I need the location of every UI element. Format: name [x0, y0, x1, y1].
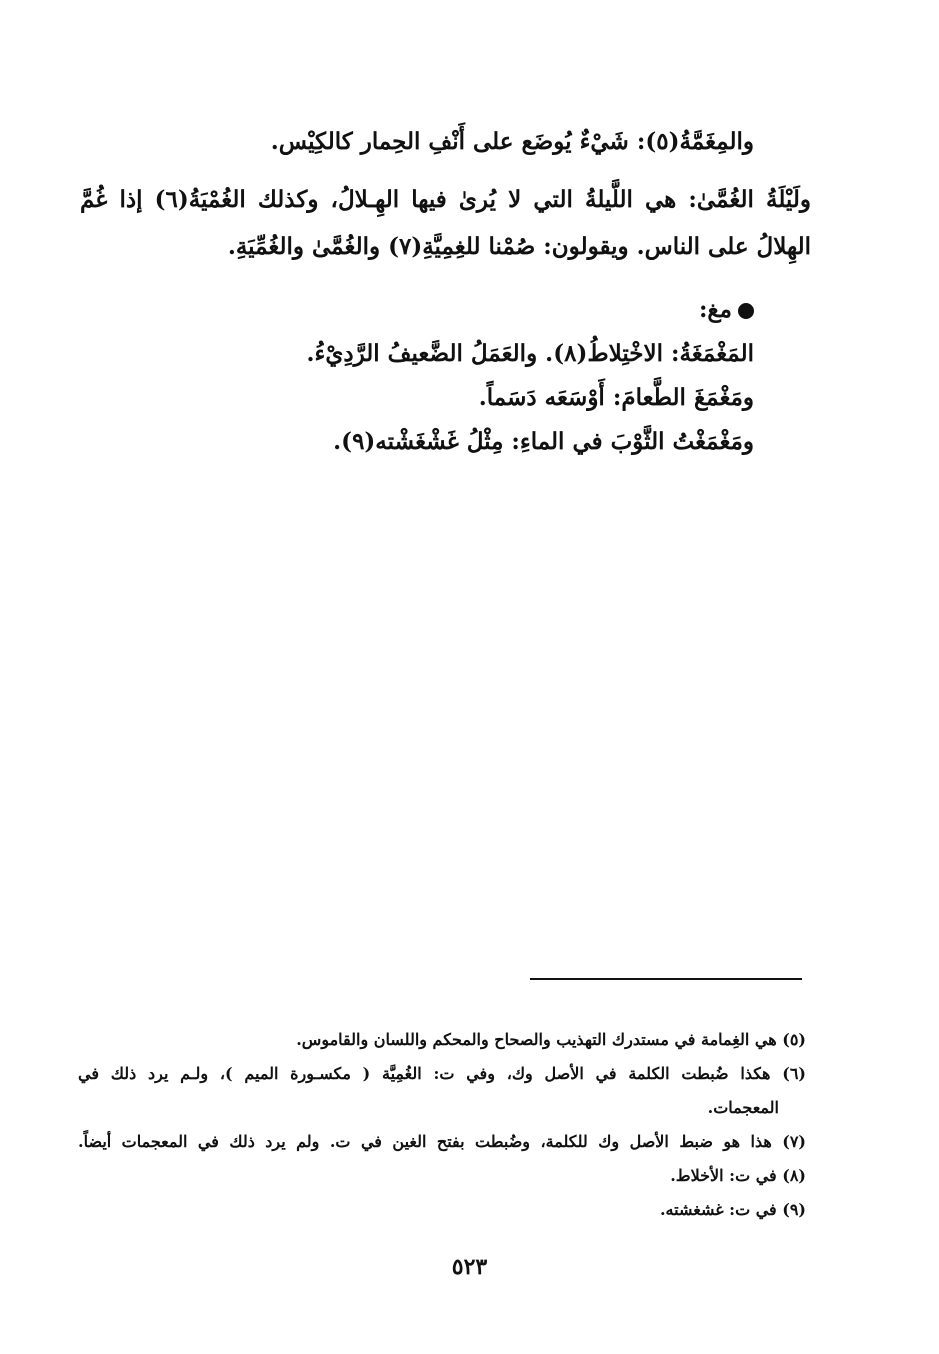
- text-line-4: المَغْمَغَةُ: الاخْتِلاطُ(٨). والعَمَلُ الضَّعيفُ الرَّدِيْءُ.: [306, 340, 754, 367]
- footnote-divider: [530, 978, 802, 980]
- footnote-7: (٧) هذا هو ضبط الأصل وك للكلمة، وضُبطت بفتح الغين في ت. ولم يرد ذلك في المعجمات أيضاً.: [78, 1132, 806, 1151]
- text-line-1: والمِغَمَّةُ(٥): شَيْءٌ يُوضَع على أَنْفِ الحِمار كالكِيْس.: [270, 128, 754, 155]
- section-heading: [699, 296, 754, 323]
- text-line-2: ولَيْلَةُ الغُمَّىٰ: هي اللَّيلةُ التي لا يُرىٰ فيها الهِـلالُ، وكذلك الغُمْيَةُ(٦) إذا غُمَّ: [80, 186, 811, 213]
- footnote-6: (٦) هكذا ضُبطت الكلمة في الأصل وك، وفي ت: الغُمِيَّة ( مكسـورة الميم )، ولـم يرد ذلك في: [78, 1064, 806, 1083]
- text-line-5: ومَغْمَغَ الطَّعامَ: أَوْسَعَه دَسَماً.: [478, 384, 754, 411]
- section-heading-text: مغ:: [698, 296, 732, 323]
- page-number: ٥٢٣: [451, 1254, 488, 1280]
- footnote-6-continuation: المعجمات.: [707, 1098, 779, 1117]
- text-line-3: الهِلالُ على الناس. ويقولون: صُمْنا للغِمِيَّةِ(٧) والغُمَّىٰ والغُمِّيَةِ.: [227, 233, 811, 260]
- footnote-5: (٥) هي الغِمامة في مستدرك التهذيب والصحاح والمحكم واللسان والقاموس.: [296, 1030, 806, 1049]
- text-line-6: ومَغْمَغْتُ الثَّوْبَ في الماءِ: مِثْلُ غَشْغَشْته(٩).: [333, 428, 754, 455]
- footnote-9: (٩) في ت: غشغشته.: [659, 1200, 806, 1219]
- bullet-icon: [738, 303, 754, 319]
- footnote-8: (٨) في ت: الأخلاط.: [670, 1166, 806, 1185]
